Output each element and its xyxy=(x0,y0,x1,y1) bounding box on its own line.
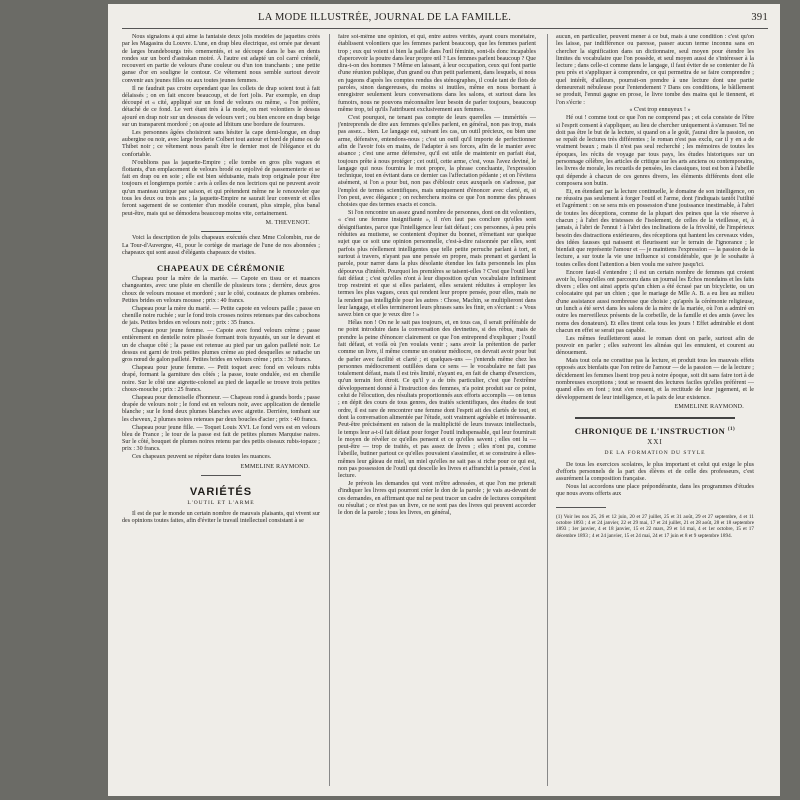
hat-description: Chapeau pour demoiselle d'honneur. — Chapeau rond à grands bords ; passe drapée de velours noir ; le fond est en velours noir, avec application de dentelle blanche ; sur le fond deux plumes blanches avec aigrette. Derrière, tombant sur les cheveux, 2 plumes noires retenues par deux boucles d'acier ; prix : 40 francs. xyxy=(122,394,320,423)
paragraph: Les mêmes feuilletteront aussi le roman dont on parle, surtout afin de pouvoir en parler ; elles suivront les alinéas qui les ennuient, et courent au dénouement. xyxy=(556,335,754,357)
column-3 xyxy=(556,34,754,790)
column-1 xyxy=(122,34,320,790)
paragraph: Et, en étendant par la lecture continuelle, le domaine de son intelligence, on ne réussira pas seulement à forger l'outil et l'arme, dont j'indiquais tantôt l'utilité et l'agrément : on se sera mis en possession d'une jouissance inestimable, à l'abri de toutes les déceptions, comme de la plupart des peines que la vie réserve à chacun ; à l'abri des tristesses de l'isolement, de celles de la vieillesse, et, à jamais, à l'abri de l'ennui ! à l'abri des inclinations de la frivolité, de l'impérieux besoin des distractions extérieures, des réceptions qui hantent les cerveaux vides, des idées fausses qui naissent et fleurissent sur le terrain de l'ignorance ; le bienfait que représente l'amour et — je maintiens l'expression — la passion de la lecture, a sur toute la vie une influence si considérable, que je le souhaite à toutes celles dont l'attention a bien voulu me suivre jusqu'ici. xyxy=(556,188,754,268)
section-subtitle: DE LA FORMATION DU STYLE xyxy=(604,450,706,457)
paragraph: C'est pourquoi, ne tenant pas compte de leurs querelles — immérités — j'entreprends de dire aux femmes qu'elles parlent, en général, non pas trop, mais pas assez... bien. Le langage est, suivant les cas, un outil précieux, ou bien une arme, défensive, entendons-nous ; c'est un outil qu'il importe de perfectionner afin de l'avoir fois en mains, de l'adapter à ses forces, afin de le manier avec aisance ; c'est une arme défensive, qu'il est utile de maintenir en parfait état, toujours prête à nous protéger ; cet outil, cette arme, c'est, vous l'avez deviné, le langage qui nous fournira le mot propre, la phrase concluante, l'expression technique, tout en évitant dans ce dernier cas l'affectation pédante ; et on l'évitera aisément, si l'on a pour but, non pas d'éblouir ceux auxquels on s'adresse, par l'emploi de termes scientifiques, mais uniquement d'énoncer avec clarté, et, si l'on peut, avec élégance ; on recherchera moins ce que l'on nomme des phrases choisies que des termes exacts et concis. xyxy=(338,114,536,209)
paragraph: Si l'on rencontre un assez grand nombre de personnes, dont on dit volontiers, « c'est une femme insignifiante », il n'en faut pas conclure qu'elles sont désignifiantes, parce que l'intelligence leur fait défaut ; ces personnes, à peu près réduites au mutisme, se contentent d'opiner du bonnet, n'émettant sur quelque sujet que ce soit une opinion personnelle, c'est-à-dire raisonnée par elles, sont parfois plus réellement intelligentes que telle petite perruche parlant à tort, et surtout à travers, n'ayant pas une pensée en propre, mais prenant et gardant la parole, pour narrer dans la plus désolante étendue les faits personnels les plus dépourvus d'intérêt. Pourquoi les premières se taisent-elles ? C'est que l'outil leur fait défaut ; c'est qu'elles n'ont à leur disposition qu'un vocabulaire infiniment trop restreint et que si elles parlaient, elles seraient réduites à employer les termes les plus vagues, ceux qui rendent leur propre pensée, pour elles, mais ne la rendent pas intelligible pour les autres : Chose, Machin, se multiplieront dans leur langage, et elles termineront leurs phrases sans les finir, en s'écriant : « Vous savez bien ce que je veux dire ! » xyxy=(338,210,536,319)
hat-description: Chapeau pour la mère de la mariée. — Capote en tissu or et nuances changeantes, avec une pluie en chenille de plusieurs tons ; derrière, deux gros choux de velours mousse et mordoré ; sur le côté, couteaux de plumes ombrées. Petites brides en velours mousse ; prix : 40 francs. xyxy=(122,276,320,304)
paragraph: Ces chapeaux peuvent se répéter dans toutes les nuances. xyxy=(132,454,272,461)
column-separator xyxy=(547,34,548,786)
section-title: VARIÉTÉS xyxy=(189,485,253,498)
hat-description: Chapeau pour jeune femme. — Petit toquet avec fond en velours rubis drapé, formant la garniture des côtés ; la passe, toute ondulée, est en chenille noire. Sur le côté une aigrette-colonel au pied de laquelle se trouve trois petites choux-mouche ; prix : 25 francs. xyxy=(122,365,320,394)
paragraph: Voici la description de jolis chapeaux exécutés chez Mme Colombin, rue de La Tour-d'Auvergne, 41, pour le cortège de mariage de l'une de nos abonnées ; chapeaux qui sont aussi d'élégants chapeaux de visites. xyxy=(122,235,320,256)
paragraph: Nous lui accordons une place prépondérante, dans les programmes d'études que nous avons offerts aux xyxy=(556,483,754,498)
paragraph: N'oublions pas la jaquette-Empire ; elle tombe en gros plis vagues et flottants, d'un emplacement de velours brodé ou enjolivé de passementerie et se fait en drap ou en soie ; elle est bien séduisante, mais trop originale pour être toujours et longtemps portée : avis à celles de nos lectrices qui ne peuvent avoir qu'un manteau unique par saison, et qui prétendent même ne le renouveler que tous les deux ou trois ans ; la jaquette-Empire ne saurait leur convenir et elles feront sagement de se contenter d'un modèle courant, plus simple, plus banal peut-être, mais qui se démodera beaucoup moins vite, certainement. xyxy=(122,159,320,217)
running-head xyxy=(108,12,780,28)
paragraph: Mais tout cela ne constitue pas la lecture, et produit tous les mauvais effets opposés aux bienfaits que l'on retire de l'amour — de la passion — de la lecture ; décidement les femmes lisent trop peu à notre époque, soit dit sans faire tort à de nombreuses exceptions ; tout se ressent des lectures faciles qu'elles préfèrent — quand elles en font ; tout s'en ressent, et la rectitude de leur jugement, et le développement de leur intelligence, et la paix de leur existence. xyxy=(556,358,754,401)
page-number: 391 xyxy=(751,12,768,23)
divider xyxy=(201,231,241,232)
paragraph: Hé oui ! comme tout ce que l'on ne comprend pas ; et cela consiste de l'être si l'esprit consent à s'appliquer, au lieu de chercher uniquement à s'amuser. Tel ne doit pas être le but de la lecture, si quand on a le goût, j'aurai dire la passion, on se repaît de lectures très différentes ; le roman n'est pas exclu, car il y en a de vraiment beaux ; mais il n'est pas seul recherché ; les mémoires de toutes les époques, les récits de voyage par tous pays, les études historiques sur un personnage célèbre, les articles de critique sur les arts anciens ou contemporains, les livres de morale, les recueils de pensées, les classiques, tout est bon à l'abeille qui dépende à chacun de ces genres divers, les éléments différents dont elle composera son butin. xyxy=(556,115,754,187)
signature: EMMELINE RAYMOND. xyxy=(240,463,310,470)
journal-title: LA MODE ILLUSTRÉE, JOURNAL DE LA FAMILLE. xyxy=(258,12,512,23)
column-separator xyxy=(329,34,330,786)
section-title: CHAPEAUX DE CÉRÉMONIE xyxy=(156,263,286,274)
paragraph: Encore faut-il s'entendre ; il est un certain nombre de femmes qui croient avoir lu, lorsqu'elles ont parcouru dans un journal les Échos mondains et les faits divers ; elles ont ainsi appris qu'un chien a été écrasé par un bicyclette, ou un colocataire qui par un chien ; que le mariage de Mlle A. B. a eu lieu au milieu d'une assistance aussi nombreuse que choisie ; qu'après la cérémonie religieuse, un lunch a été servi dans les salons de la mère de la mariée, où l'on a admiré en outre les merveilleux présents de la corbeille, de la famille et des amis (avec les noms des donateurs). Et elles tirent cela tous les jours ! Effet admirable et dont chacun en effet se serait pas capable. xyxy=(556,269,754,334)
footnote: (1) Voir les nos 25, 26 et 12 juin, 20 et 27 juillet, 25 et 31 août, 29 et 27 septembre, 4 et 11 octobre 1893 ; 4 et 24 janvier, 22 et 29 mai, 17 et 24 juillet, 21 et 28 août, 28 et 18 septembre 1893 ; 1er janvier, 4 et 18 janvier, 15 et 22 mars, 29 et 14 mai, 4 et 1er octobre, 15 et 17 décembre 1893 ; 4 et 24 janvier, 15 et 24 mai, 24 et 17 juin et 8 et 9 septembre 1894. xyxy=(556,513,754,539)
divider xyxy=(575,417,735,419)
chronique-number: XXI xyxy=(647,437,663,446)
footnote-rule xyxy=(556,507,606,508)
paragraph: aucun, en particulier, peuvent mener à ce but, mais à une condition : c'est qu'on les laisse, par indifférence ou paresse, passer aucun terme inconnu sans en chercher la signification dans un dictionnaire, seul moyen pour étendre les limites du vocabulaire que l'on possède, et seul moyen aussi de s'intéresser à la lecture ; dans celle-ci comme dans le langage, il faut éviter de se contenter de l'à peu près et s'appliquer à comprendre, ce qui permettra de se faire comprendre ; quel intérêt, d'ailleurs, pourrait-on prendre à une lecture dont une partie demeurerait nébuleuse pour l'entendement ? Dans ces conditions, le bâillement se produit, l'ennui gagne en prose, le livre tombe des mains qui le tiennent, et l'on s'écrie : xyxy=(556,34,754,106)
quote: « C'est trop ennuyeux ! » xyxy=(629,107,691,114)
newspaper-page xyxy=(108,4,780,796)
paragraph: Je prévois les demandes qui vont m'être adressées, et que l'on me prierait d'indiquer les livres qui pourront créer le don de la parole ; je vais au-devant de ces demandes, en affirmant que nul ne peut tracer un cadre de lectures compétent ou résultat ; ce n'est pas un livre, ce ne sont pas des livres qui peuvent accorder le don de la parole ; tous les livres, en général, xyxy=(338,481,536,517)
header-rule xyxy=(122,28,768,29)
paragraph: Il ne faudrait pas croire cependant que les collets de drap soient tout à fait délaissés ; on en fait encore beaucoup, et de fort jolis. Par exemple, en drap découpé et « cité, appliqué sur un fond de velours ou même, « l'on préfère, détaché de ce fond. Le vert étant très à la mode, on met volontiers le dessus ajouré en drap noir sur un dessous de velours vert ; ou bien encore en drap beige sur un transparent mordoré ; on ajoute ad libitum une bordure de fourrures. xyxy=(122,85,320,129)
paragraph: De tous les exercices scolaires, le plus important et celui qui exige le plus d'efforts personnels de la part des élèves et de celle des professeurs, c'est assurément la composition française. xyxy=(556,461,754,483)
signature: EMMELINE RAYMOND. xyxy=(674,403,744,410)
hat-description: Chapeau pour la mère du marié. — Petite capote en velours paille ; passe en chenille noire ruchée ; sur le fond trois crosses noires retenues par des cabochons de jais. Petites brides en velours noir ; prix : 35 francs. xyxy=(122,305,320,327)
paragraph: Les personnes âgées choisiront sans hésiter la cape demi-longue, en drap aubergine ou noir, avec large broderie Colbert tout autour et bord de plume ou de Thibet noir ; ce vêtement nous paraît être le dernier mot de l'élégance et du confortable. xyxy=(122,129,320,158)
section-title xyxy=(556,425,754,436)
section-subtitle: L'OUTIL ET L'ARME xyxy=(187,499,255,506)
paragraph: Il est de par le monde un certain nombre de mauvais plaisants, qui vivent sur des opinions toutes faites, afin d'éviter le travail intellectuel consistant à se xyxy=(122,511,320,525)
paragraph: faire soi-même une opinion, et qui, entre autres vérités, ayant cours monétaire, établissent volontiers que les femmes parlent beaucoup, que les femmes parlent trop ; eux qui voient si bien la paille dans l'œil féminin, sont-ils donc incapables d'apercevoir la poutre dans leur propre œil ? Les femmes parlent beaucoup ? Que dira-t-on des hommes ? Même en laissant, à leur occupation, ceux qui font partie d'une réunion publique, d'un grand ou d'un petit parlement, dans lesquels, si nous en jugeons d'après les comptes rendus des sténographes, il coule tant de flots de paroles, sinon dangereuses, du moins si inutiles, même en nous bornant à enregistrer seulement leurs conversations dans les salons, et surtout dans les fumoirs, nous ne pouvons méconnaître leur besoin de parler toujours, beaucoup même trop, tel qu'ils l'attribuent exclusivement aux femmes. xyxy=(338,34,536,113)
paragraph: Hélas non ! On ne le sait pas toujours, et, en tous cas, il serait préférable de ne point introduire dans la conversation des devinettes, si des rébus, mais de prendre la peine d'énoncer clairement ce que l'on entreprend d'expliquer ; l'outil fait défaut, et voilà où j'en voulais venir ; sans avoir la prétention de parler comme un livre, il même comme un orateur médiocre, on devrait avoir pour but de parler avec facilité et clarté ; et quelques-uns — j'entends même chez les personnes médiocrement outillées dans ce sens — le vocabulaire ne fait pas totalement défaut, mais il est très limité, n'ayant eu, en fait de champ d'exercices, qu'un terrain fort étroit. Ce qu'il y a de très particulier, c'est que l'extrême développement donné à l'instruction des femmes, n'a point produit sur ce point, celui de l'élocution, des résultats proportionnés aux efforts accomplis — on tenus ; en dépit des cours de tous genres, des traités scientifiques, des études de tout ordre, il est rare de rencontrer une femme dont l'esprit ait des clartés de tout, et dont la conversation alimentée par l'étude, soit vraiment agréable et intéressante. Peut-être précisément en raison de la multiplicité de leurs travaux intellectuels, le temps leur a-t-il fait défaut pour forger l'outil indispensable, qui leur fournirait le moyen de révéler ce qu'elles pensent et ce qu'elles savent ; elles ont lu — peut-être — trop de traités, et pas assez de livres ; elles n'ont pu, comme l'abeille, butiner partout ce qu'elles pouvaient s'assimiler, et se construire à elles-mêmes leur gâteau de miel, un miel qu'elles ne sait pas si riche pour ce qui est, non pas possession de l'outil qui descelle les livres et affranchit la pensée, c'est la lecture. xyxy=(338,320,536,480)
paragraph: Nous signalons à qui aime la fantaisie deux jolis modèles de jaquettes créés par les Magasins du Louvre. L'une, en drap bleu électrique, est ornée par devant de larges brandebourgs très ornementés, et se découpe dans le bas en dents rondes sur un bord d'astrakan moiré. À l'autre est adapté un col carré crénelé, recouvert en partie de velours d'une couleur ou d'un ton tranchants ; une petite ganse d'or en souligne le contour. Ce vêtement nous semble surtout devoir convenir aux jeunes filles ou aux toutes jeunes femmes. xyxy=(122,34,320,84)
footnote-ref: (1) xyxy=(727,427,736,433)
chronique-title: CHRONIQUE DE L'INSTRUCTION xyxy=(574,425,726,436)
column-2 xyxy=(338,34,536,790)
divider xyxy=(201,475,241,476)
hat-description: Chapeau pour jeune fille. — Toquet Louis XVI. Le fond vers est en velours bleu de France ; le tour de la passe est fait de petites plumes Marquise naires. Sur le côté, bouquet de plumes noires retenu par des petits oiseaux rubis-topaze ; prix : 30 francs. xyxy=(122,424,320,453)
signature: M. THEVENOT. xyxy=(265,219,310,226)
hat-description: Chapeau pour jeune femme. — Capote avec fond velours crème ; passe entièrement en dentelle noire plissée formant trois tuyautés, un sur le devant et un de chaque côté ; la passe est retenue au pied par un galon pailleté noir. Le dessus est garni de trois petites plumes crème au pied desquelles se rattache un gros nœud de galon pailleté. Petites brides en velours crème ; prix : 30 francs. xyxy=(122,328,320,364)
